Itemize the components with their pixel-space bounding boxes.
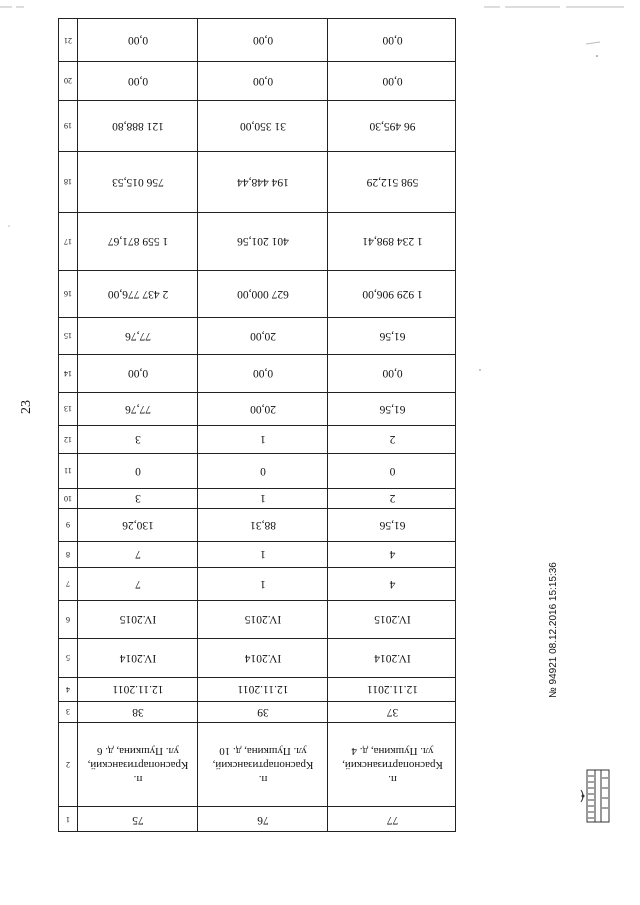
table-cell: п. Краснопартизанский, ул. Пушкина, д. 4 [342,745,443,785]
table-cell: IV.2014 [244,651,282,664]
table-cell: 2 437 776,00 [107,287,169,300]
table-cell: 1 [260,577,266,590]
table-cell: 88,31 [250,518,276,531]
column-number: 4 [66,685,70,694]
column-number: 12 [64,435,72,444]
page-number: 23 [19,400,34,414]
table-cell: 2 [389,433,396,446]
table-cell: 1 234 898,41 [362,235,423,248]
table-cell: 96 495,30 [369,119,416,132]
table-cell: 1 559 871,67 [107,235,169,248]
table-cell: 39 [257,705,269,718]
table-cell: 0,00 [127,34,149,47]
column-number: 19 [64,121,72,131]
column-number: 16 [64,289,72,299]
table-cell: 0,00 [382,74,403,87]
column-number: 2 [66,760,70,769]
table-cell: 3 [135,433,141,446]
column-number: 11 [64,466,72,476]
column-number: 5 [66,653,70,663]
table-cell: 12.11.2011 [237,683,289,696]
table-cell: 7 [135,548,141,561]
table-cell: 1 [260,492,266,505]
column-number: 21 [64,36,72,45]
table-cell: 77 [386,813,399,826]
registration-stamp: № 94921 08.12.2016 15:15:36 [548,562,559,698]
table-cell: 0,00 [382,34,403,47]
column-number: 1 [66,815,70,825]
table-cell: 0,00 [252,367,274,380]
table-cell: IV.2014 [374,651,411,664]
table-cell: 0,00 [382,367,403,380]
table-cell: 37 [386,705,399,718]
table-cell: 31 350,00 [240,119,286,132]
table-cell: 1 [260,548,266,561]
table-cell: 77,76 [125,402,151,415]
table-cell: IV.2015 [244,613,282,626]
table-cell: 20,00 [250,402,276,415]
table-cell: 0,00 [252,34,274,47]
table-cell: 1 929 906,00 [362,287,423,300]
table-cell: п. Краснопартизанский, ул. Пушкина, д. 6 [87,745,189,785]
data-table [58,18,456,832]
table-cell: 194 448,44 [237,175,289,188]
table-cell: 4 [389,548,396,561]
table-cell: 0,00 [127,367,149,380]
table-cell: 401 201,56 [237,235,289,248]
table-cell: 38 [132,705,144,718]
column-number: 14 [64,369,72,378]
table-cell: 12.11.2011 [112,683,164,696]
table-cell: 756 015,53 [112,175,164,188]
table-cell: 0,00 [252,74,274,87]
table-cell: 7 [135,577,141,590]
table-cell: IV.2015 [374,613,411,626]
column-number: 7 [66,579,70,589]
table-cell: 0 [389,464,396,477]
table-cell: 77,76 [125,329,151,342]
column-number: 17 [64,237,72,246]
column-number: 13 [64,404,72,414]
table-cell: 627 000,00 [237,287,289,300]
table-cell: п. Краснопартизанский, ул. Пушкина, д. 10 [212,745,314,785]
table-cell: 75 [132,813,144,826]
table-cell: 4 [389,577,396,590]
table-cell: 12.11.2011 [367,683,418,696]
table-cell: 76 [257,813,269,826]
column-number: 15 [64,331,72,341]
table-cell: IV.2014 [119,651,157,664]
table-cell: 61,56 [379,402,406,415]
column-number: 3 [66,707,70,717]
column-number: 9 [66,520,70,530]
table-cell: 0 [135,464,141,477]
column-number: 20 [64,76,72,86]
table-cell: 1 [260,433,266,446]
table-cell: 61,56 [379,329,406,342]
column-number: 8 [66,550,70,559]
table-cell: 0,00 [127,74,149,87]
column-number: 6 [66,615,70,624]
table-cell: 0 [260,464,266,477]
column-number: 18 [64,177,72,187]
column-number: 10 [64,494,72,503]
table-cell: 121 888,80 [112,119,164,132]
table-cell: 130,26 [122,518,154,531]
table-cell: 3 [135,492,141,505]
seal-icon [579,768,615,826]
table-cell: IV.2015 [119,613,157,626]
table-cell: 20,00 [250,329,276,342]
table-cell: 598 512,29 [366,175,419,188]
table-cell: 2 [389,492,396,505]
table-cell: 61,56 [379,518,406,531]
